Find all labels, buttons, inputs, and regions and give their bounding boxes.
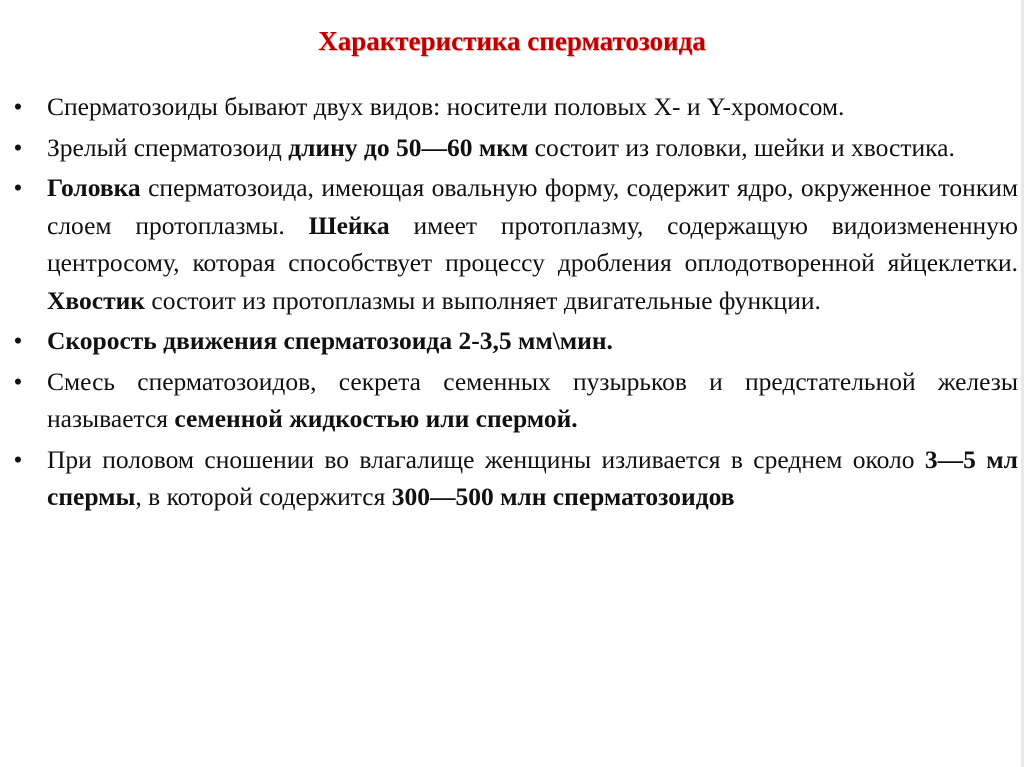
bold-segment: 3—5 мл спермы	[47, 444, 1018, 511]
bullet-item	[8, 441, 1018, 516]
bold-segment: Головка	[47, 173, 141, 202]
bullet-list	[8, 88, 1018, 519]
bullet-icon: •	[13, 173, 23, 202]
bullet-text	[47, 326, 613, 355]
text-segment: состоит из протоплазмы и выполняет двигательные функции.	[145, 285, 821, 315]
text-segment: сперматозоида, имеющая овальную форму, содержит ядро, окруженное тонким слоем протоплазмы.	[47, 173, 1018, 240]
bullet-text	[47, 173, 1018, 315]
text-segment: Зрелый сперматозоид	[47, 132, 289, 162]
slide-title: Характеристика сперматозоида	[318, 26, 706, 56]
bold-segment: 300—500 млн сперматозоидов	[391, 482, 735, 511]
bold-segment: длину до 50—60 мкм	[288, 132, 529, 162]
bullet-icon: •	[13, 326, 23, 355]
bold-segment: Шейка	[308, 210, 390, 240]
text-segment: Смесь сперматозоидов, секрета семенных пузырьков и предстательной железы называется	[47, 366, 1018, 433]
text-segment: состоит из головки, шейки и хвостика.	[528, 132, 955, 162]
bullet-text	[47, 445, 1018, 512]
bullet-text	[47, 133, 955, 162]
text-segment: Сперматозоиды бывают двух видов: носители половых X- и Y-хромосом.	[47, 92, 845, 121]
bullet-item	[8, 169, 1018, 319]
bold-segment: Хвостик	[47, 285, 145, 315]
bullet-icon: •	[13, 92, 23, 121]
bullet-icon: •	[13, 444, 23, 474]
text-segment: имеет протоплазму, содержащую видоизмененную центросому, которая способствует процессу дробления оплодотворенной яйцеклетки.	[47, 210, 1018, 277]
bullet-text	[47, 92, 844, 121]
bold-segment: Скорость движения сперматозоида 2-3,5 мм\мин.	[47, 326, 613, 355]
bullet-item	[8, 322, 1018, 360]
bullet-icon: •	[13, 132, 23, 162]
text-segment: , в которой содержится	[135, 482, 392, 511]
bullet-item	[8, 129, 1018, 167]
text-segment: При половом сношении во влагалище женщины изливается в среднем около	[47, 444, 925, 474]
bullet-item	[8, 363, 1018, 438]
bullet-icon: •	[13, 366, 23, 396]
bullet-text	[47, 367, 1018, 434]
bold-segment: семенной жидкостью или спермой.	[174, 404, 578, 433]
bullet-item	[8, 88, 1018, 126]
